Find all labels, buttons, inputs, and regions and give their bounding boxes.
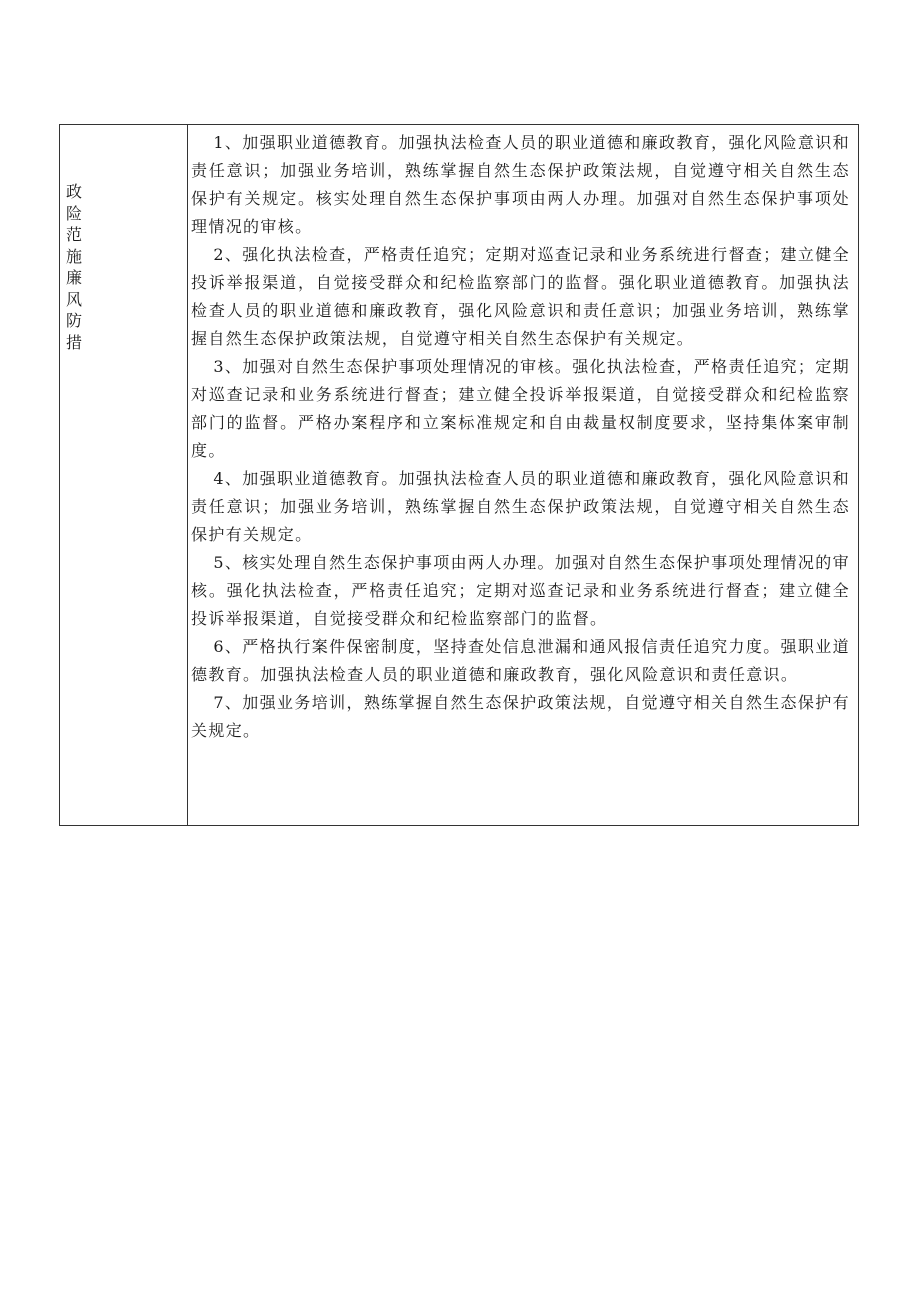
measures-table xyxy=(59,124,859,826)
row-label-char: 范 xyxy=(66,225,83,244)
measure-item-7: 7、加强业务培训，熟练掌握自然生态保护政策法规，自觉遵守相关自然生态保护有关规定。 xyxy=(191,693,850,740)
row-label-cell xyxy=(60,125,188,825)
measure-item-2: 2、强化执法检查，严格责任追究；定期对巡查记录和业务系统进行督查；建立健全投诉举报渠道，自觉接受群众和纪检监察部门的监督。强化职业道德教育。加强执法检查人员的职业道德和廉政教育，强化风险意识和责任意识；加强业务培训，熟练掌握自然生态保护政策法规，自觉遵守相关自然生态保护有关规定。 xyxy=(191,245,850,348)
measures-content-cell xyxy=(188,125,858,825)
row-label-char: 政 xyxy=(66,182,83,201)
measure-item-1: 1、加强职业道德教育。加强执法检查人员的职业道德和廉政教育，强化风险意识和责任意识；加强业务培训，熟练掌握自然生态保护政策法规，自觉遵守相关自然生态保护有关规定。核实处理自然生态保护事项由两人办理。加强对自然生态保护事项处理情况的审核。 xyxy=(191,133,850,236)
measure-item-3: 3、加强对自然生态保护事项处理情况的审核。强化执法检查，严格责任追究；定期对巡查记录和业务系统进行督查；建立健全投诉举报渠道，自觉接受群众和纪检监察部门的监督。严格办案程序和立案标准规定和自由裁量权制度要求，坚持集体案审制度。 xyxy=(191,357,850,460)
row-label-char: 风 xyxy=(66,289,83,309)
row-label-char: 防 xyxy=(66,311,83,330)
row-label-char: 廉 xyxy=(66,268,83,287)
measure-item-4: 4、加强职业道德教育。加强执法检查人员的职业道德和廉政教育，强化风险意识和责任意识；加强业务培训，熟练掌握自然生态保护政策法规，自觉遵守相关自然生态保护有关规定。 xyxy=(191,469,850,544)
row-label-char: 险 xyxy=(66,203,83,223)
measure-item-6: 6、严格执行案件保密制度，坚持查处信息泄漏和通风报信责任追究力度。强职业道德教育。加强执法检查人员的职业道德和廉政教育，强化风险意识和责任意识。 xyxy=(191,637,850,684)
row-label-char: 施 xyxy=(66,246,83,266)
measure-item-5: 5、核实处理自然生态保护事项由两人办理。加强对自然生态保护事项处理情况的审核。强化执法检查，严格责任追究；定期对巡查记录和业务系统进行督查；建立健全投诉举报渠道，自觉接受群众和纪检监察部门的监督。 xyxy=(191,553,850,628)
row-label-char: 措 xyxy=(66,332,83,352)
